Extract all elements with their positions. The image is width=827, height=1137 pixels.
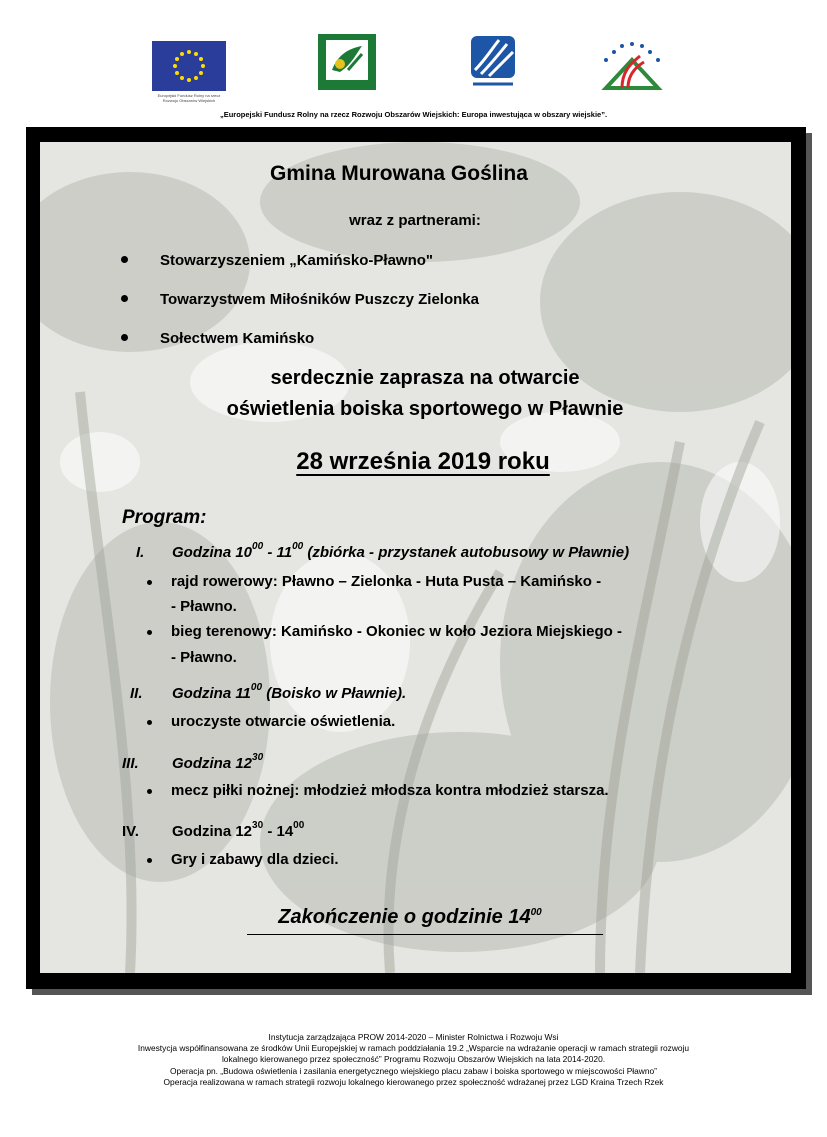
program-item-1a-line1: rajd rowerowy: Pławno – Zielonka - Huta Pusta – Kamińsko - (171, 573, 602, 590)
bullet-icon (147, 630, 152, 635)
partner-3: Sołectwem Kamińsko (160, 330, 315, 347)
program-item-2a: uroczyste otwarcie oświetlenia. (171, 713, 396, 730)
program-heading: Program: (122, 507, 207, 528)
program-num-2: II. (130, 685, 143, 702)
footer-line-2: Inwestycja współfinansowana ze środków Unii Europejskiej w ramach poddziałania 19.2 „Wsparcie na wdrażanie operacji w ramach strategii rozwoju (137, 1043, 690, 1054)
partner-2: Towarzystwem Miłośników Puszczy Zielonka (160, 291, 479, 308)
poster-title: Gmina Murowana Goślina (270, 162, 528, 185)
event-date-text: 28 września 2019 roku (296, 448, 550, 475)
footer-line-1: Instytucja zarządzająca PROW 2014-2020 – Minister Rolnictwa i Rozwoju Wsi (268, 1032, 559, 1042)
program-item-1b-line1: bieg terenowy: Kamińsko - Okoniec w koło Jeziora Miejskiego - (171, 623, 622, 640)
poster-content (40, 142, 791, 973)
program-item-1a-line2: - Pławno. (171, 598, 237, 615)
program-num-3: III. (122, 755, 139, 772)
program-item-4a: Gry i zabawy dla dzieci. (171, 851, 339, 868)
program-num-4: IV. (122, 823, 139, 840)
with-partners-label: wraz z partnerami: (349, 212, 481, 229)
header-logos (0, 30, 827, 110)
eu-stars-icon (152, 41, 226, 91)
bullet-icon (121, 256, 128, 263)
bullet-icon (147, 580, 152, 585)
program-num-1: I. (136, 544, 145, 561)
invite-line-1: serdecznie zaprasza na otwarcie (270, 367, 580, 389)
program-time-3: Godzina $12^{30}$ (172, 752, 264, 772)
closing-line: Zakończenie o godzinie $14^{00}$ (278, 906, 542, 928)
program-item-1b-line2: - Pławno. (171, 649, 237, 666)
program-time-4: Godzina $12^{30} - 14^{00}$ (172, 820, 305, 840)
eu-flag-logo (152, 41, 226, 91)
bullet-icon (121, 334, 128, 341)
partner-1: Stowarzyszeniem „Kamińsko-Pławno" (160, 252, 434, 269)
footer (0, 1032, 827, 1088)
bullet-icon (147, 720, 152, 725)
closing-underline (247, 934, 603, 935)
header-tagline: „Europejski Fundusz Rolny na rzecz Rozwoju Obszarów Wiejskich: Europa inwestująca w obszary wiejskie”. (219, 110, 608, 119)
footer-line-5: Operacja realizowana w ramach strategii rozwoju lokalnego kierowanego przez społeczność wdrażanej przez LGD Kraina Trzech Rzek (163, 1076, 664, 1087)
footer-line-3: lokalnego kierowanego przez społeczność” Programu Rozwoju Obszarów Wiejskich na lata 2014-2020. (221, 1054, 606, 1065)
bullet-icon (147, 789, 152, 794)
kraina-trzech-rzek-logo (469, 36, 517, 92)
poster (40, 142, 791, 973)
leader-logo (318, 34, 376, 90)
footer-line-4: Operacja pn. „Budowa oświetlenia i zasilania energetycznego wiejskiego placu zabaw i boiska sportowego w miejscowości Pławno” (170, 1065, 657, 1076)
bullet-icon (121, 295, 128, 302)
bullet-icon (147, 858, 152, 863)
program-time-1: Godzina $10^{00} - 11^{00}$ (zbiórka - przystanek autobusowy w Pławnie) (172, 541, 630, 561)
program-time-2: Godzina $11^{00}$ (Boisko w Pławnie). (172, 682, 407, 702)
prow-logo (600, 38, 710, 98)
program-item-3a: mecz piłki nożnej: młodzież młodsza kontra młodzież starsza. (171, 782, 609, 799)
eu-logo-caption: Europejski Fundusz Rolny na rzecz Rozwoju Obszarów Wiejskich (157, 93, 221, 103)
invite-line-2: oświetlenia boiska sportowego w Pławnie (226, 398, 624, 420)
event-date (40, 448, 791, 476)
